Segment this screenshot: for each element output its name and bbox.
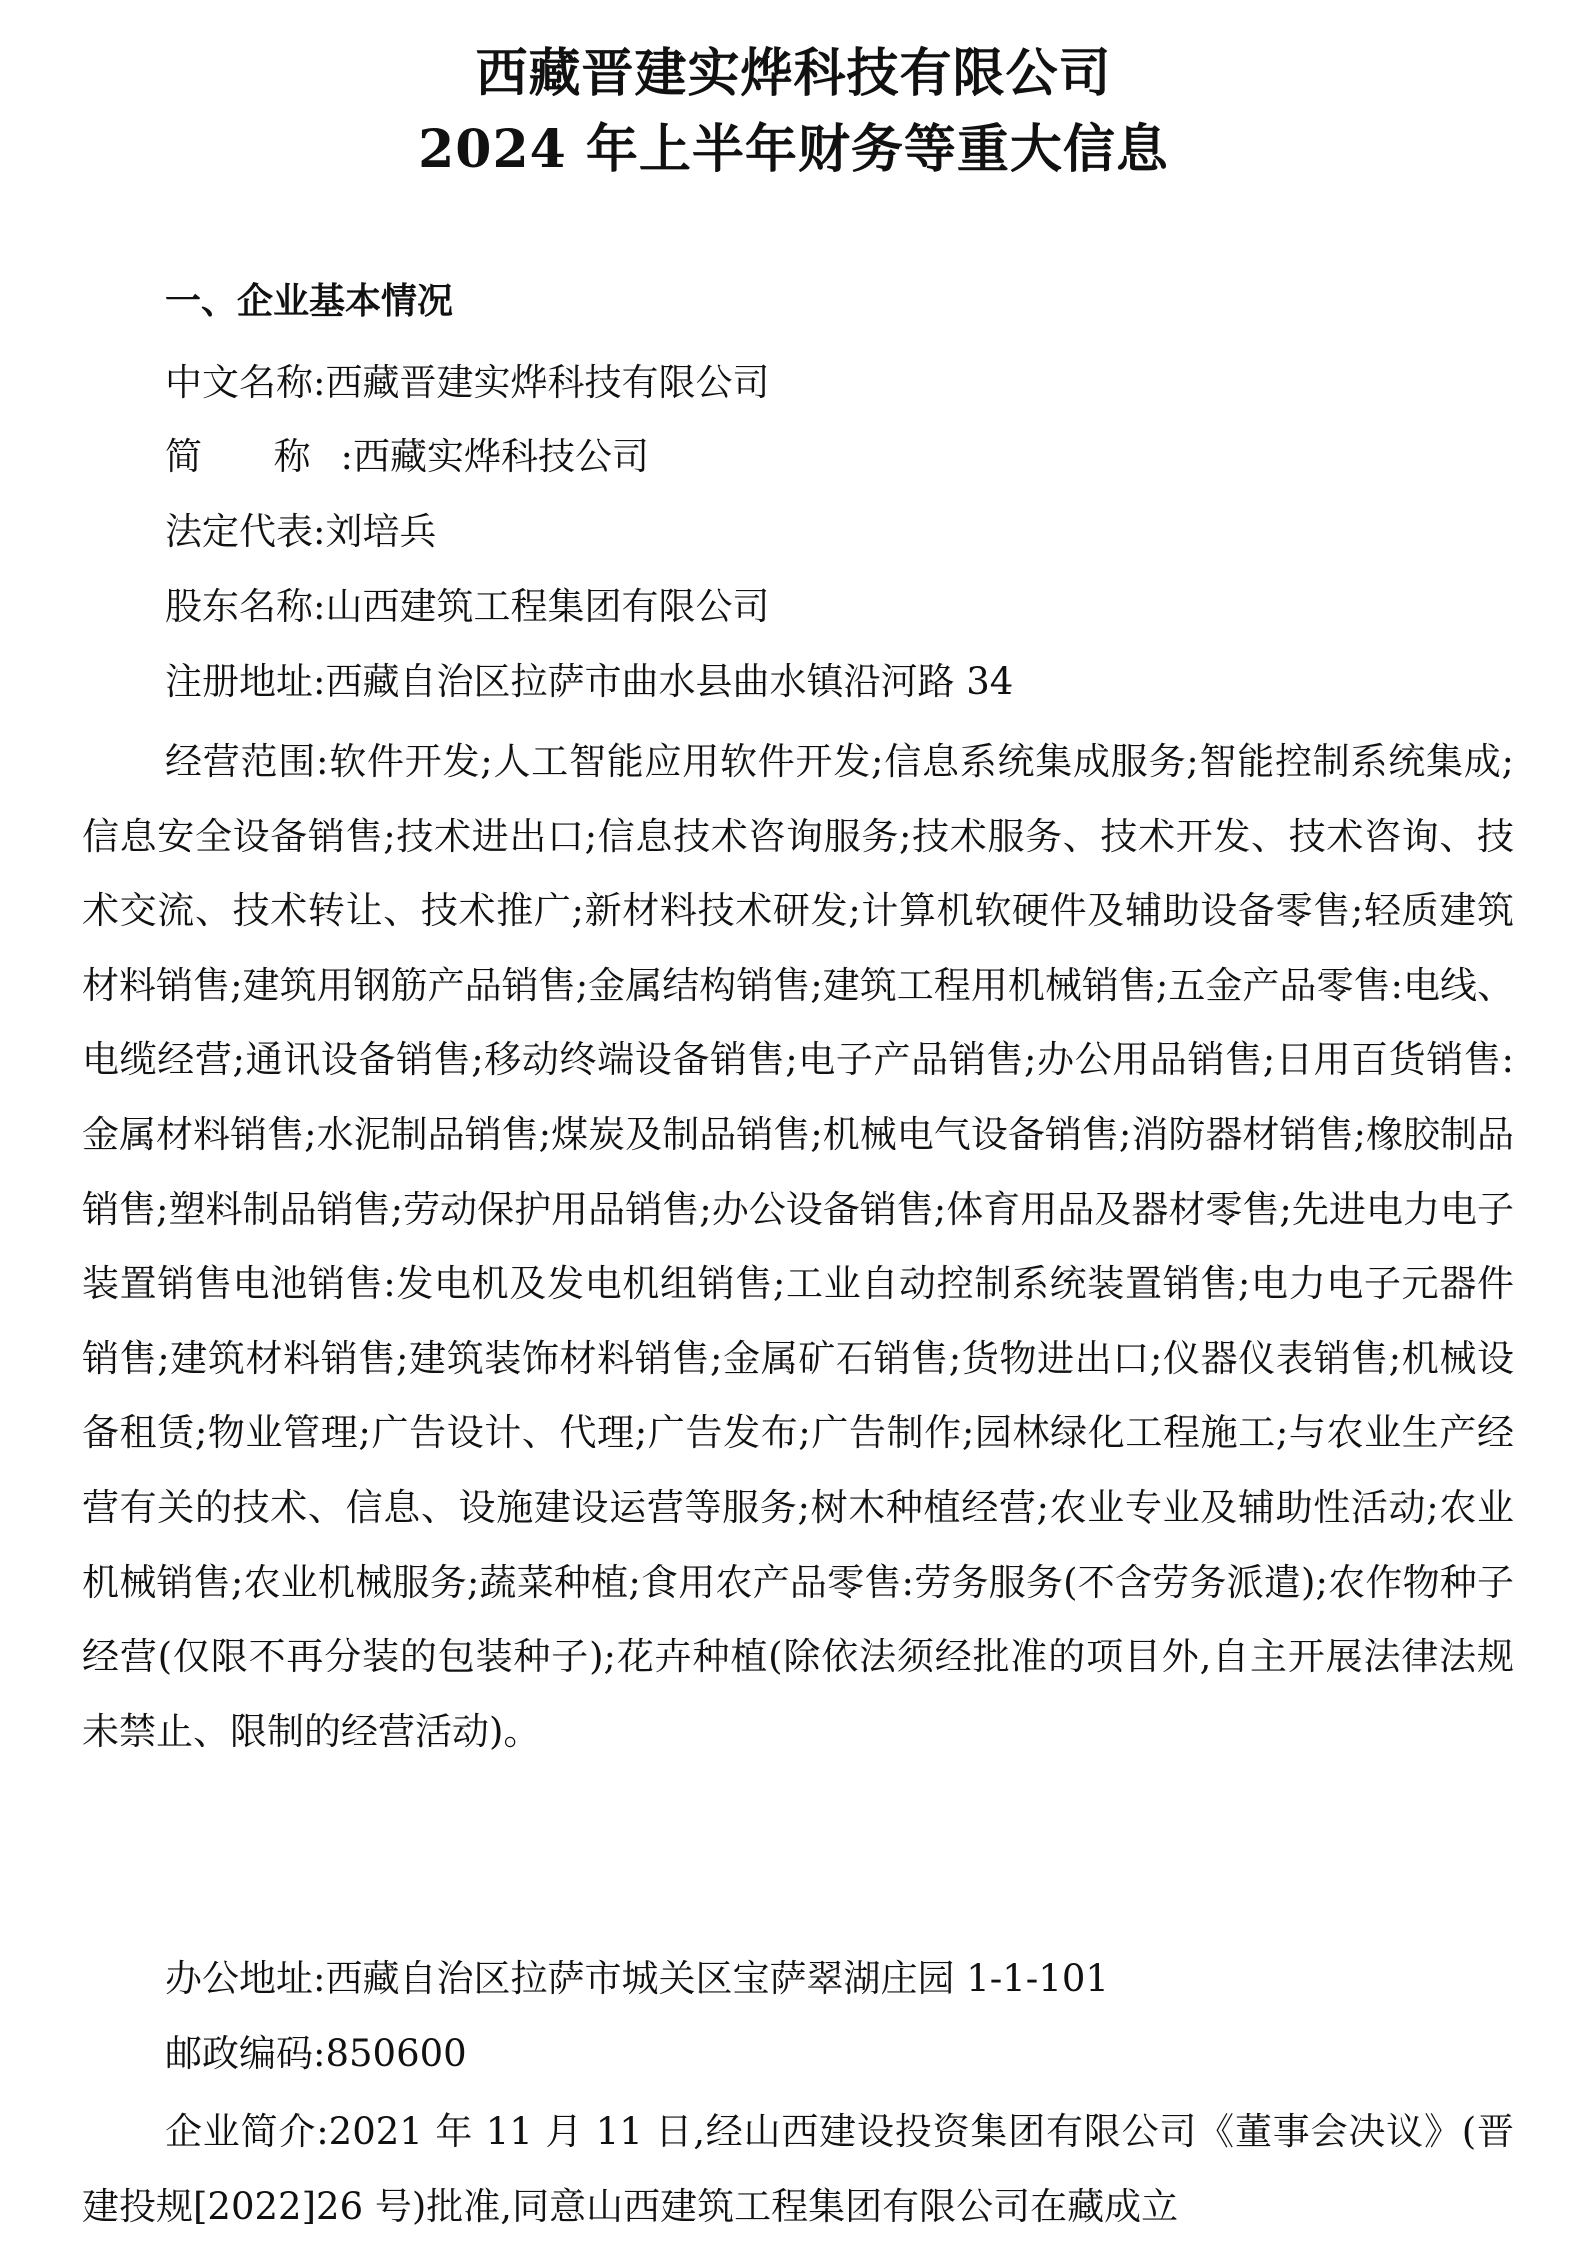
field-label: 企业简介: (165, 2110, 329, 2153)
field-registered-address (165, 659, 1013, 705)
field-label: 中文名称: (165, 361, 326, 404)
field-office-address (165, 1956, 1109, 2002)
section-heading: 一、企业基本情况 (165, 280, 454, 322)
field-value: 软件开发;人工智能应用软件开发;信息系统集成服务;智能控制系统集成;信息安全设备销售;技术进出口;信息技术咨询服务;技术服务、技术开发、技术咨询、技术交流、技术转让、技术推广;新材料技术研发;计算机软硬件及辅助设备零售;轻质建筑材料销售;建筑用钢筋产品销售;金属结构销售;建筑工程用机械销售;五金产品零售:电线、电缆经营;通讯设备销售;移动终端设备销售;电子产品销售;办公用品销售;日用百货销售:金属材料销售;水泥制品销售;煤炭及制品销售;机械电气设备销售;消防器材销售;橡胶制品销售;塑料制品销售;劳动保护用品销售;办公设备销售;体育用品及器材零售;先进电力电子装置销售电池销售:发电机及发电机组销售;工业自动控制系统装置销售;电力电子元器件销售;建筑材料销售;建筑装饰材料销售;金属矿石销售;货物进出口;仪器仪表销售;机械设备租赁;物业管理;广告设计、代理;广告发布;广告制作;园林绿化工程施工;与农业生产经营有关的技术、信息、设施建设运营等服务;树木种植经营;农业专业及辅助性活动;农业机械销售;农业机械服务;蔬菜种植;食用农产品零售:劳务服务(不含劳务派遣);农作物种子经营(仅限不再分装的包装种子);花卉种植(除依法须经批准的项目外,自主开展法律法规未禁止、限制的经营活动)。 (82, 740, 1514, 1753)
field-value: 刘培兵 (325, 510, 437, 553)
field-value: 西藏自治区拉萨市城关区宝萨翠湖庄园 1-1-101 (325, 1957, 1109, 2000)
document-title-line2: 2024 年上半年财务等重大信息 (418, 119, 1169, 180)
field-label-part: 简 (165, 435, 232, 478)
field-business-scope (82, 725, 1514, 1769)
field-label: 注册地址: (165, 660, 326, 703)
field-label: 法定代表: (165, 510, 326, 553)
field-value: 850600 (325, 2032, 467, 2075)
field-value: 西藏晋建实烨科技有限公司 (325, 361, 770, 404)
field-postal-code (165, 2031, 467, 2077)
field-shareholder (165, 584, 769, 630)
field-label: 经营范围: (165, 740, 329, 783)
field-label (165, 434, 353, 480)
field-legal-representative (165, 509, 436, 555)
field-value: 山西建筑工程集团有限公司 (325, 585, 770, 628)
field-value: 西藏实烨科技公司 (353, 435, 649, 478)
field-label: 股东名称: (165, 585, 326, 628)
document-title-line1: 西藏晋建实烨科技有限公司 (475, 43, 1112, 104)
field-label-part: 称: (273, 435, 353, 478)
field-value: 西藏自治区拉萨市曲水县曲水镇沿河路 34 (325, 660, 1014, 703)
field-value: 2021 年 11 月 11 日,经山西建设投资集团有限公司《董事会决议》(晋建投规[2022]26 号)批准,同意山西建筑工程集团有限公司在藏成立 (82, 2110, 1514, 2228)
field-chinese-name (165, 360, 769, 406)
field-label: 办公地址: (165, 1957, 326, 2000)
field-company-profile (82, 2095, 1514, 2244)
field-label: 邮政编码: (165, 2032, 326, 2075)
field-short-name (165, 434, 649, 480)
